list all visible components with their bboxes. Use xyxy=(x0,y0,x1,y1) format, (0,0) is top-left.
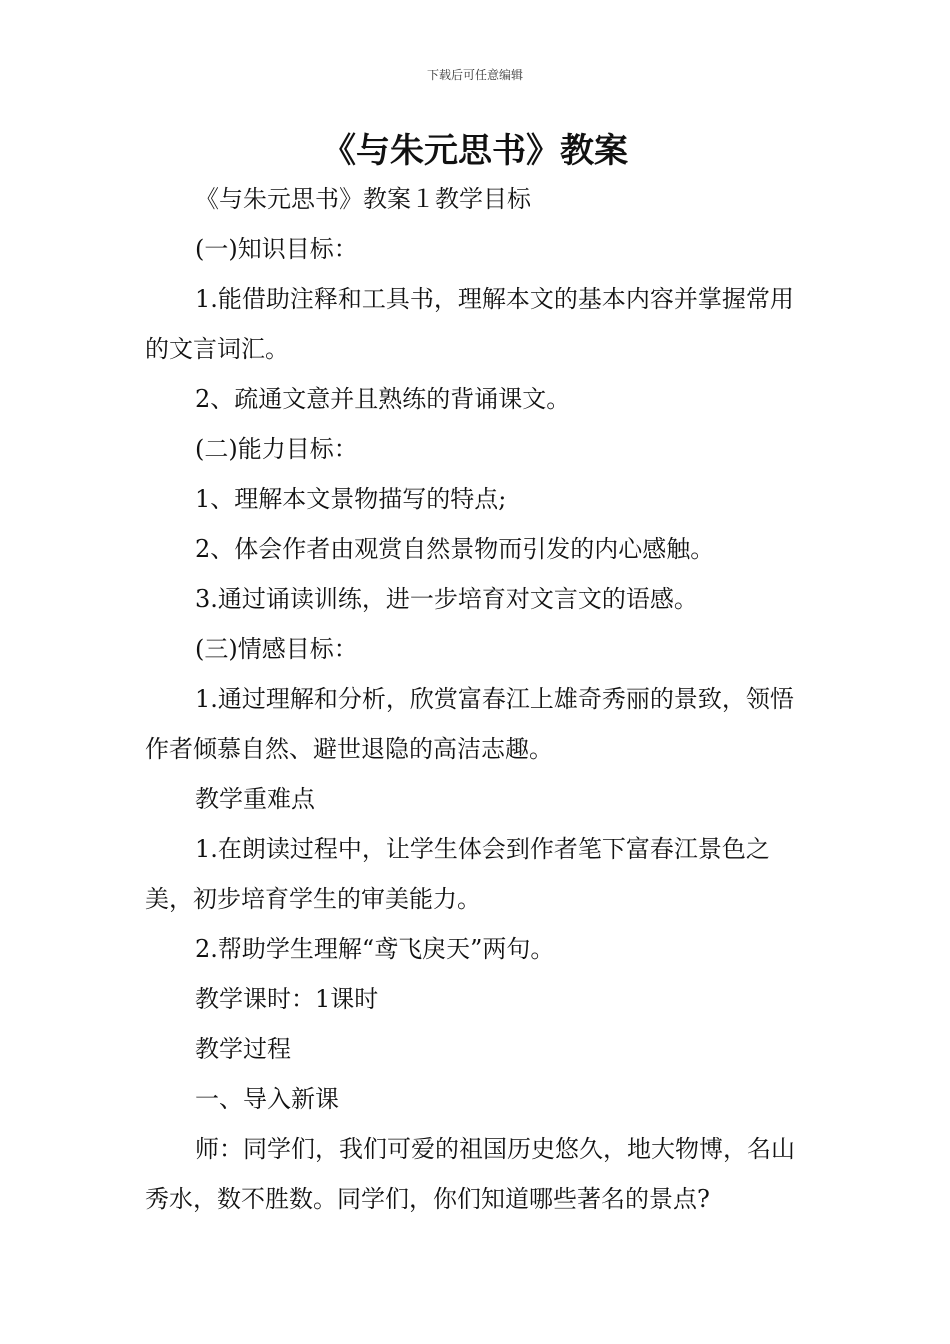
paragraph-process-heading: 教学过程 xyxy=(195,1035,291,1063)
paragraph-knowledge-goal-1: 1.能借助注释和工具书，理解本文的基本内容并掌握常用的文言词汇。 xyxy=(145,285,794,363)
paragraph-ability-goals: (二)能力目标： xyxy=(195,435,358,463)
paragraph-knowledge-goal-2: 2、疏通文意并且熟练的背诵课文。 xyxy=(195,385,571,413)
paragraph-ability-goal-3: 3.通过诵读训练，进一步培育对文言文的语感。 xyxy=(195,585,698,613)
paragraph-class-hours: 教学课时：1课时 xyxy=(195,985,379,1013)
paragraph-knowledge-goals: (一)知识目标： xyxy=(195,235,358,263)
paragraph-key-points-heading: 教学重难点 xyxy=(195,785,315,813)
paragraph-lesson-heading: 《与朱元思书》教案１教学目标 xyxy=(195,185,531,213)
paragraph-key-point-1: 1.在朗读过程中，让学生体会到作者笔下富春江景色之美，初步培育学生的审美能力。 xyxy=(145,835,770,913)
paragraph-ability-goal-1: 1、理解本文景物描写的特点; xyxy=(195,485,507,513)
paragraph-key-point-2: 2.帮助学生理解“鸢飞戾天”两句。 xyxy=(195,935,555,963)
paragraph-teacher-speech: 师：同学们，我们可爱的祖国历史悠久，地大物博，名山秀水，数不胜数。同学们，你们知道哪些著名的景点? xyxy=(145,1135,795,1213)
paragraph-ability-goal-2: 2、体会作者由观赏自然景物而引发的内心感触。 xyxy=(195,535,715,563)
paragraph-emotion-goals: (三)情感目标： xyxy=(195,635,358,663)
document-title: 《与朱元思书》教案 xyxy=(322,131,628,171)
header-note: 下载后可任意编辑 xyxy=(426,68,523,82)
paragraph-step-1: 一、导入新课 xyxy=(195,1085,339,1113)
paragraph-emotion-goal-1: 1.通过理解和分析，欣赏富春江上雄奇秀丽的景致，领悟作者倾慕自然、避世退隐的高洁志趣。 xyxy=(145,685,794,763)
document-body xyxy=(145,174,810,1224)
